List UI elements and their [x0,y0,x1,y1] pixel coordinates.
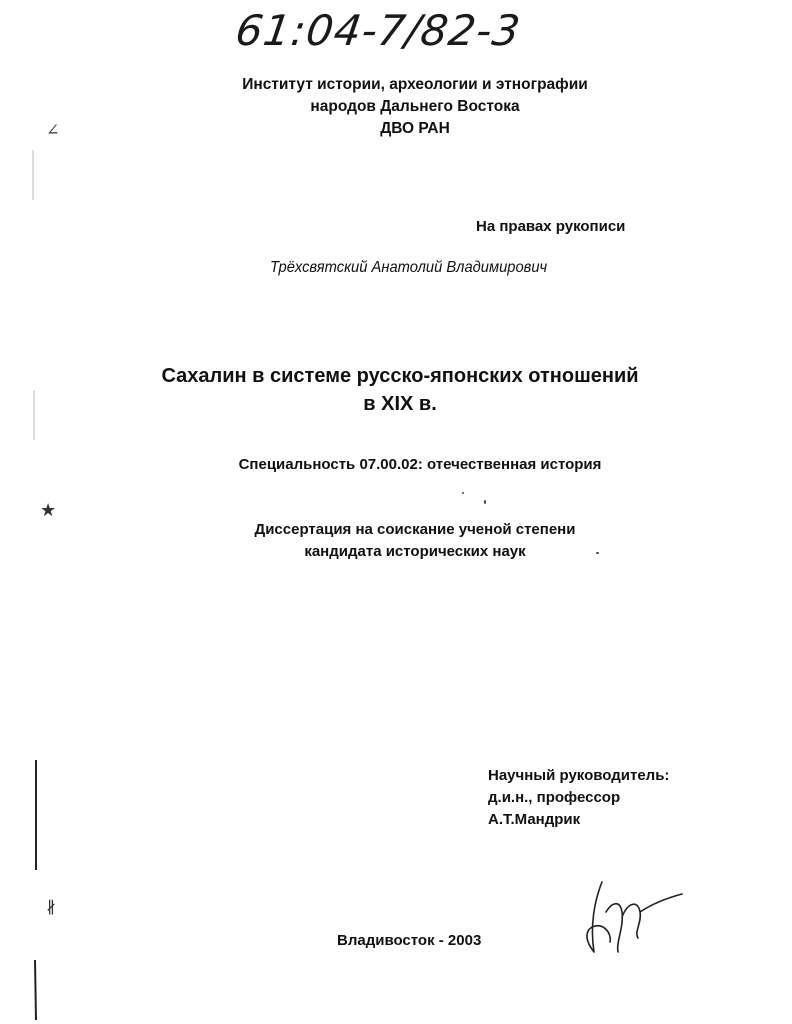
supervisor-block [488,765,669,831]
margin-mark: ∦ [46,898,57,917]
title-line-1: Сахалин в системе русско-японских отношений [161,365,639,387]
title-line-2: в XIX в. [363,393,437,415]
institute-line-1: Институт истории, археологии и этнографии [242,76,588,93]
city-year: Владивосток - 2003 [337,932,482,949]
scan-speck [462,492,464,494]
dissertation-title [60,362,740,418]
signature [572,872,692,962]
archive-code: 61:04-7/82-3 [232,6,524,55]
institute-heading [180,74,650,140]
supervisor-name: А.Т.Мандрик [488,811,581,828]
institute-line-2: народов Дальнего Востока [310,98,520,115]
specialty: Специальность 07.00.02: отечественная история [238,456,602,473]
rights-notice: На правах рукописи [476,218,626,235]
supervisor-label: Научный руководитель: [488,767,670,784]
margin-mark: ★ [40,500,57,521]
supervisor-degree: д.и.н., профессор [488,789,621,806]
degree-line-2: кандидата исторических наук [304,543,526,560]
scan-speck [484,500,486,504]
institute-line-3: ДВО РАН [380,120,450,137]
degree-statement [150,519,680,563]
degree-line-1: Диссертация на соискание ученой степени [254,521,576,538]
author-name: Трёхсвятский Анатолий Владимирович [270,259,548,276]
margin-mark: ∠ [46,120,60,139]
